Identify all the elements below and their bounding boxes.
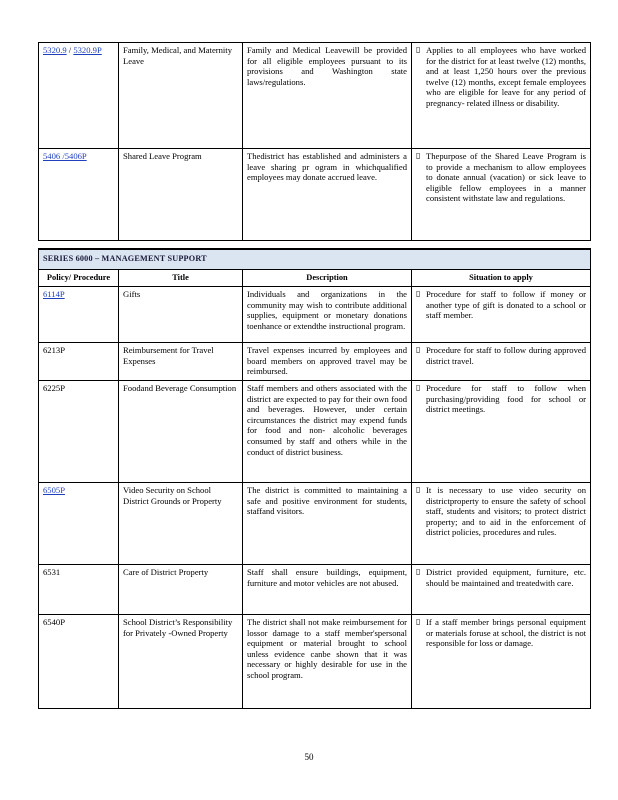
situation-cell — [412, 380, 591, 482]
situation-text: Thepurpose of the Shared Leave Program is to provide a mechanism to allow employees to donate annual (vacation) or sick leave to eligible fellow employees in a manner consistent withstate law and regulations. — [426, 151, 586, 204]
situation-cell — [412, 482, 591, 564]
description-cell: Family and Medical Leavewill be provided for all eligible employees pursuant to its provisions and Washington state laws/regulations. — [243, 43, 412, 149]
situation-text: Procedure for staff to follow when purchasing/providing food for school or district meetings. — [426, 382, 586, 415]
situation-cell — [412, 43, 591, 149]
description-cell: Individuals and organizations in the community may wish to contribute additional supplies, equipment or monetary donations toenhance or extendthe instructional program. — [243, 287, 412, 343]
description-cell: The district shall not make reimbursement for lossor damage to a staff member'spersonal equipment or material brought to school unless evidence canbe shown that it was necessary or highly desirable for use in the school program. — [243, 614, 412, 708]
series-header: SERIES 6000 – MANAGEMENT SUPPORT — [39, 249, 591, 269]
description-cell: Thedistrict has established and administers a leave sharing pr ogram in whichqualified employees may donate accrued leave. — [243, 149, 412, 241]
description-cell: Staff shall ensure buildings, equipment, furniture and motor vehicles are not abused. — [243, 564, 412, 614]
column-header-policy: Policy/ Procedure — [39, 269, 119, 287]
bullet-icon: ▯ — [416, 151, 421, 160]
description-cell: The district is committed to maintaining a safe and positive environment for students, staffand visitors. — [243, 482, 412, 564]
column-header-situation: Situation to apply — [412, 269, 591, 287]
table-row — [39, 614, 591, 708]
policy-link[interactable]: 5320.9P — [73, 45, 102, 55]
situation-text: If a staff member brings personal equipment or materials foruse at school, the district is not responsible for loss or damage. — [426, 616, 586, 649]
policy-cell: 6225P — [39, 380, 119, 482]
title-cell: Family, Medical, and Maternity Leave — [119, 43, 243, 149]
situation-text: It is necessary to use video security on districtproperty to ensure the safety of school staff, students and visitors; to protect district property; and to aid in the enforcement of district policies, procedures and rules. — [426, 484, 586, 538]
series-header-row — [39, 249, 591, 269]
page-number: 50 — [304, 752, 314, 762]
bullet-icon: ▯ — [416, 616, 421, 626]
situation-text: District provided equipment, furniture, etc. should be maintained and treatedwith care. — [426, 566, 586, 588]
description-cell: Travel expenses incurred by employees and board members on approved travel may be reimbursed. — [243, 343, 412, 381]
bullet-icon: ▯ — [416, 45, 421, 54]
situation-cell — [412, 343, 591, 381]
table-row — [39, 149, 591, 241]
situation-text: Procedure for staff to follow if money or another type of gift is donated to a school or staff member. — [426, 289, 586, 321]
title-cell: Reimbursement for Travel Expenses — [119, 343, 243, 381]
situation-text: Procedure for staff to follow during approved district travel. — [426, 345, 586, 366]
title-cell: Care of District Property — [119, 564, 243, 614]
policy-table — [38, 42, 591, 709]
table-row — [39, 380, 591, 482]
policy-cell — [39, 149, 119, 241]
policy-cell: 5320.9 / 5320.9P — [39, 43, 119, 149]
situation-cell — [412, 564, 591, 614]
table-row — [39, 343, 591, 381]
policy-link[interactable]: 5320.9 — [43, 45, 67, 55]
policy-document — [38, 42, 590, 709]
policy-cell — [39, 482, 119, 564]
situation-cell — [412, 614, 591, 708]
bullet-icon: ▯ — [416, 289, 421, 299]
table-row — [39, 43, 591, 149]
column-header-row — [39, 269, 591, 287]
policy-cell: 6531 — [39, 564, 119, 614]
bullet-icon: ▯ — [416, 345, 421, 355]
title-cell: Foodand Beverage Consumption — [119, 380, 243, 482]
bullet-icon: ▯ — [416, 566, 421, 576]
bullet-icon: ▯ — [416, 382, 421, 392]
situation-cell — [412, 149, 591, 241]
column-header-title: Title — [119, 269, 243, 287]
policy-cell: 6213P — [39, 343, 119, 381]
bullet-icon: ▯ — [416, 484, 421, 494]
policy-cell — [39, 287, 119, 343]
title-cell: Video Security on School District Grounds or Property — [119, 482, 243, 564]
title-cell: School District’s Responsibility for Privately -Owned Property — [119, 614, 243, 708]
table-row — [39, 564, 591, 614]
column-header-description: Description — [243, 269, 412, 287]
title-cell: Gifts — [119, 287, 243, 343]
table-row — [39, 482, 591, 564]
policy-link[interactable]: 6505P — [43, 484, 65, 495]
table-row — [39, 287, 591, 343]
policy-link[interactable]: 6114P — [43, 289, 65, 300]
policy-link[interactable]: 5406 /5406P — [43, 151, 87, 161]
description-cell: Staff members and others associated with the district are expected to pay for their own food and beverages. However, under certain circumstances the district may expend funds for food and non- alcoholic beverages consumed by staff and others while in the conduct of district business. — [243, 380, 412, 482]
policy-cell: 6540P — [39, 614, 119, 708]
situation-text: Applies to all employees who have worked for the district for at least twelve (12) months, and at least 1,250 hours over the previous twelve (12) months, except female employees who are eligible for leave for any period of pregnancy- related illness or disability. — [426, 45, 586, 108]
title-cell: Shared Leave Program — [119, 149, 243, 241]
situation-cell — [412, 287, 591, 343]
